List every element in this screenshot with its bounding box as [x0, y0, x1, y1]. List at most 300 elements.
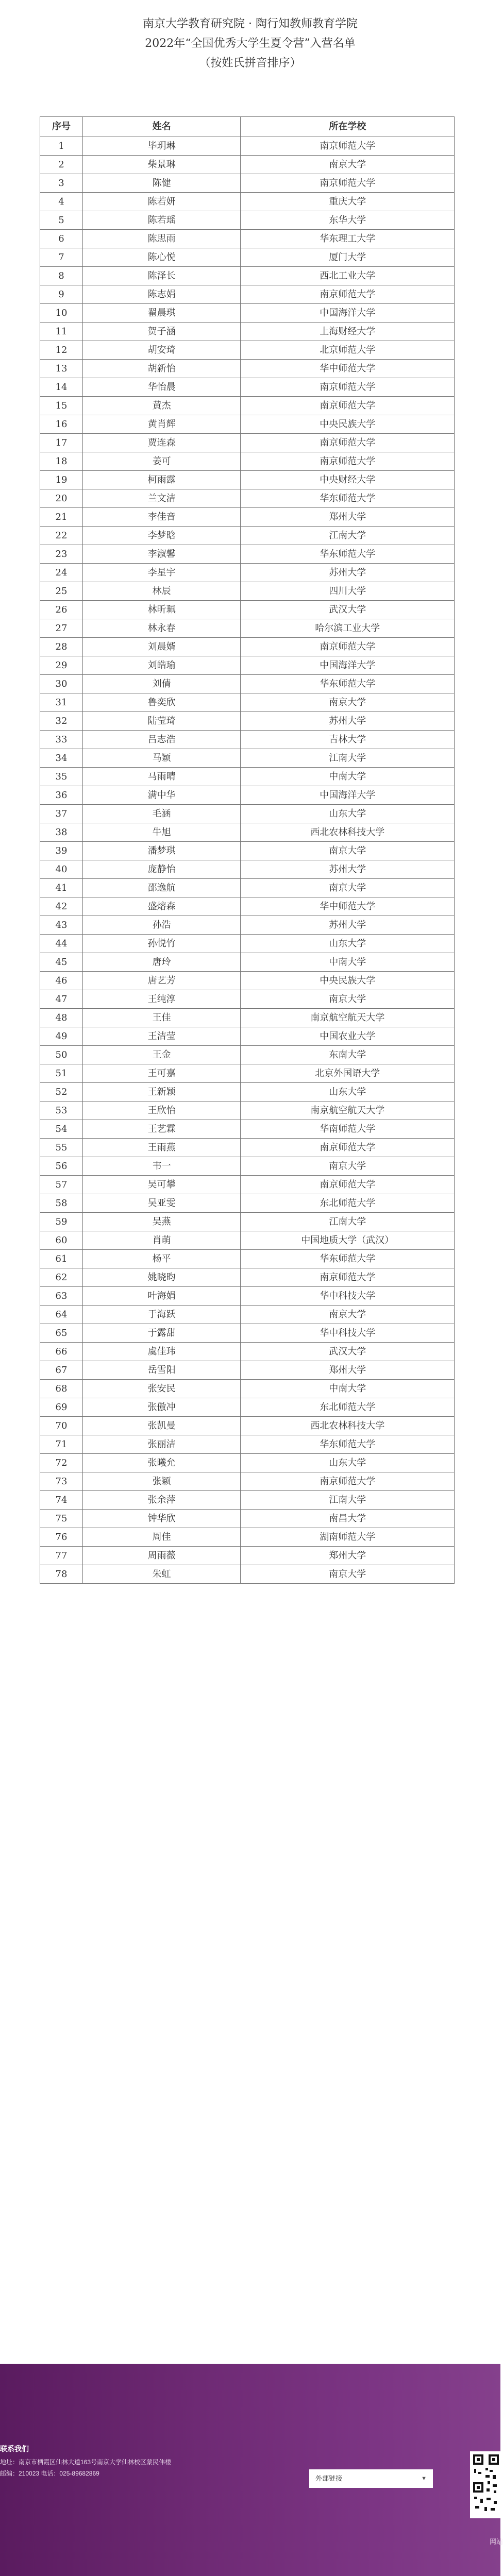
cell-name: 翟晨琪	[82, 304, 241, 323]
cell-index: 11	[40, 323, 83, 341]
cell-index: 6	[40, 230, 83, 248]
cell-school: 苏州大学	[241, 712, 455, 731]
cell-index: 41	[40, 879, 83, 897]
table-row	[40, 285, 455, 304]
cell-school: 华中科技大学	[241, 1324, 455, 1343]
cell-school: 南京大学	[241, 1157, 455, 1176]
column-header-name: 姓名	[82, 117, 241, 137]
cell-school: 华东师范大学	[241, 545, 455, 564]
cell-name: 陈若妍	[82, 193, 241, 211]
cell-name: 岳雪阳	[82, 1361, 241, 1380]
table-row	[40, 545, 455, 564]
cell-school: 上海财经大学	[241, 323, 455, 341]
cell-name: 陈心悦	[82, 248, 241, 267]
table-row	[40, 1250, 455, 1268]
cell-school: 中国农业大学	[241, 1027, 455, 1046]
cell-school: 中南大学	[241, 953, 455, 972]
table-row	[40, 972, 455, 990]
cell-index: 9	[40, 285, 83, 304]
cell-name: 周雨薇	[82, 1547, 241, 1565]
table-row	[40, 304, 455, 323]
table-row	[40, 248, 455, 267]
cell-index: 2	[40, 156, 83, 174]
table-row	[40, 1324, 455, 1343]
cell-school: 中国海洋大学	[241, 656, 455, 675]
cell-school: 中国海洋大学	[241, 304, 455, 323]
chevron-down-icon: ▼	[421, 2476, 427, 2482]
contact-address: 地址：南京市栖霞区仙林大道163号南京大学仙林校区蒙民伟楼	[0, 2459, 172, 2466]
cell-name: 李梦晗	[82, 527, 241, 545]
cell-school: 南京师范大学	[241, 1176, 455, 1194]
cell-school: 华东师范大学	[241, 489, 455, 508]
cell-name: 张安民	[82, 1380, 241, 1398]
cell-name: 柴景琳	[82, 156, 241, 174]
cell-school: 山东大学	[241, 1083, 455, 1101]
cell-name: 毛涵	[82, 805, 241, 823]
cell-index: 37	[40, 805, 83, 823]
cell-name: 吕志浩	[82, 731, 241, 749]
cell-school: 山东大学	[241, 935, 455, 953]
cell-school: 南京师范大学	[241, 638, 455, 656]
cell-name: 潘梦琪	[82, 842, 241, 860]
table-row	[40, 1510, 455, 1528]
cell-name: 刘晨婿	[82, 638, 241, 656]
table-row	[40, 842, 455, 860]
cell-index: 27	[40, 619, 83, 638]
cell-name: 林辰	[82, 582, 241, 601]
cell-school: 南京师范大学	[241, 1268, 455, 1287]
cell-school: 南京师范大学	[241, 452, 455, 471]
cell-name: 华怡晨	[82, 378, 241, 397]
table-row	[40, 137, 455, 156]
cell-school: 江南大学	[241, 1213, 455, 1231]
cell-index: 1	[40, 137, 83, 156]
cell-school: 郑州大学	[241, 508, 455, 527]
table-row	[40, 174, 455, 193]
table-row	[40, 193, 455, 211]
cell-name: 鲁奕欣	[82, 693, 241, 712]
cell-school: 南京大学	[241, 1565, 455, 1584]
cell-name: 贺子涵	[82, 323, 241, 341]
cell-school: 江南大学	[241, 1491, 455, 1510]
cell-name: 张傲冲	[82, 1398, 241, 1417]
cell-name: 胡新怡	[82, 360, 241, 378]
cell-school: 南京师范大学	[241, 137, 455, 156]
table-row	[40, 1287, 455, 1306]
cell-index: 61	[40, 1250, 83, 1268]
cell-name: 张凯曼	[82, 1417, 241, 1435]
cell-name: 张曦允	[82, 1454, 241, 1472]
cell-index: 77	[40, 1547, 83, 1565]
header-title: 2022年“全国优秀大学生夏令营”入营名单	[145, 37, 356, 50]
table-row	[40, 990, 455, 1009]
cell-index: 22	[40, 527, 83, 545]
cell-school: 东华大学	[241, 211, 455, 230]
cell-index: 57	[40, 1176, 83, 1194]
cell-index: 66	[40, 1343, 83, 1361]
table-row	[40, 1064, 455, 1083]
cell-index: 19	[40, 471, 83, 489]
cell-index: 25	[40, 582, 83, 601]
table-row	[40, 1268, 455, 1287]
table-row	[40, 156, 455, 174]
cell-name: 朱虹	[82, 1565, 241, 1584]
cell-school: 中央财经大学	[241, 471, 455, 489]
cell-name: 王艺霖	[82, 1120, 241, 1139]
table-row	[40, 1565, 455, 1584]
cell-index: 36	[40, 786, 83, 805]
table-row	[40, 1027, 455, 1046]
column-header-index: 序号	[40, 117, 83, 137]
cell-school: 南京师范大学	[241, 397, 455, 415]
table-row	[40, 471, 455, 489]
table-row	[40, 879, 455, 897]
table-row	[40, 267, 455, 285]
cell-name: 马雨晴	[82, 768, 241, 786]
table-row	[40, 693, 455, 712]
cell-index: 5	[40, 211, 83, 230]
cell-school: 南京大学	[241, 842, 455, 860]
cell-school: 东南大学	[241, 1046, 455, 1064]
cell-name: 牛旭	[82, 823, 241, 842]
cell-school: 西北农林科技大学	[241, 1417, 455, 1435]
table-header-row	[40, 117, 455, 137]
cell-name: 王佳	[82, 1009, 241, 1027]
qr-caption: 网站	[490, 2538, 503, 2546]
cell-index: 42	[40, 897, 83, 916]
cell-school: 湖南师范大学	[241, 1528, 455, 1547]
cell-index: 8	[40, 267, 83, 285]
cell-index: 62	[40, 1268, 83, 1287]
cell-index: 70	[40, 1417, 83, 1435]
cell-index: 48	[40, 1009, 83, 1027]
qr-code-icon	[470, 2451, 500, 2518]
cell-name: 李星宇	[82, 564, 241, 582]
cell-index: 72	[40, 1454, 83, 1472]
qr-code-image	[470, 2451, 500, 2518]
cell-index: 20	[40, 489, 83, 508]
cell-name: 王纯淳	[82, 990, 241, 1009]
table-row	[40, 619, 455, 638]
external-links-select[interactable]	[309, 2469, 433, 2488]
cell-index: 59	[40, 1213, 83, 1231]
table-row	[40, 378, 455, 397]
table-row	[40, 601, 455, 619]
cell-name: 于海跃	[82, 1306, 241, 1324]
cell-school: 华中师范大学	[241, 897, 455, 916]
cell-index: 39	[40, 842, 83, 860]
cell-school: 中国海洋大学	[241, 786, 455, 805]
cell-school: 中国地质大学（武汉）	[241, 1231, 455, 1250]
cell-school: 南京师范大学	[241, 1472, 455, 1491]
cell-name: 孙浩	[82, 916, 241, 935]
cell-index: 55	[40, 1139, 83, 1157]
cell-school: 武汉大学	[241, 1343, 455, 1361]
cell-index: 56	[40, 1157, 83, 1176]
cell-school: 南京航空航天大学	[241, 1009, 455, 1027]
table-row	[40, 341, 455, 360]
cell-name: 胡安琦	[82, 341, 241, 360]
cell-index: 71	[40, 1435, 83, 1454]
table-row	[40, 768, 455, 786]
cell-name: 李佳音	[82, 508, 241, 527]
cell-name: 陈志娟	[82, 285, 241, 304]
cell-index: 67	[40, 1361, 83, 1380]
cell-index: 75	[40, 1510, 83, 1528]
cell-name: 陈泽长	[82, 267, 241, 285]
cell-school: 苏州大学	[241, 564, 455, 582]
cell-index: 46	[40, 972, 83, 990]
cell-index: 52	[40, 1083, 83, 1101]
table-row	[40, 1435, 455, 1454]
table-row	[40, 1194, 455, 1213]
table-row	[40, 1176, 455, 1194]
cell-index: 49	[40, 1027, 83, 1046]
table-row	[40, 397, 455, 415]
cell-school: 厦门大学	[241, 248, 455, 267]
cell-name: 周佳	[82, 1528, 241, 1547]
cell-school: 山东大学	[241, 1454, 455, 1472]
cell-name: 钟华欣	[82, 1510, 241, 1528]
cell-name: 黄杰	[82, 397, 241, 415]
cell-index: 33	[40, 731, 83, 749]
cell-name: 贾连森	[82, 434, 241, 452]
cell-index: 65	[40, 1324, 83, 1343]
cell-index: 76	[40, 1528, 83, 1547]
table-row	[40, 489, 455, 508]
cell-school: 南京师范大学	[241, 1139, 455, 1157]
cell-school: 中南大学	[241, 1380, 455, 1398]
cell-index: 44	[40, 935, 83, 953]
table-row	[40, 935, 455, 953]
table-row	[40, 1361, 455, 1380]
cell-school: 华东师范大学	[241, 675, 455, 693]
table-row	[40, 1139, 455, 1157]
cell-name: 吴燕	[82, 1213, 241, 1231]
cell-school: 苏州大学	[241, 860, 455, 879]
cell-school: 重庆大学	[241, 193, 455, 211]
cell-name: 唐艺芳	[82, 972, 241, 990]
cell-index: 26	[40, 601, 83, 619]
table-row	[40, 508, 455, 527]
table-row	[40, 564, 455, 582]
cell-school: 南京大学	[241, 156, 455, 174]
cell-school: 中央民族大学	[241, 972, 455, 990]
site-footer	[0, 2364, 503, 2576]
cell-school: 西北工业大学	[241, 267, 455, 285]
cell-index: 78	[40, 1565, 83, 1584]
table-row	[40, 230, 455, 248]
cell-index: 3	[40, 174, 83, 193]
cell-index: 45	[40, 953, 83, 972]
table-row	[40, 638, 455, 656]
cell-name: 陈思雨	[82, 230, 241, 248]
cell-name: 唐玲	[82, 953, 241, 972]
cell-name: 盛熔森	[82, 897, 241, 916]
table-row	[40, 1398, 455, 1417]
cell-index: 12	[40, 341, 83, 360]
cell-school: 华中科技大学	[241, 1287, 455, 1306]
table-row	[40, 823, 455, 842]
cell-school: 华东师范大学	[241, 1250, 455, 1268]
cell-name: 王金	[82, 1046, 241, 1064]
cell-index: 17	[40, 434, 83, 452]
cell-name: 毕玥琳	[82, 137, 241, 156]
cell-school: 东北师范大学	[241, 1194, 455, 1213]
cell-name: 兰文洁	[82, 489, 241, 508]
cell-name: 韦一	[82, 1157, 241, 1176]
table-row	[40, 731, 455, 749]
cell-index: 21	[40, 508, 83, 527]
cell-school: 武汉大学	[241, 601, 455, 619]
cell-school: 南京大学	[241, 879, 455, 897]
table-row	[40, 860, 455, 879]
cell-name: 马颖	[82, 749, 241, 768]
table-row	[40, 916, 455, 935]
cell-index: 30	[40, 675, 83, 693]
table-row	[40, 323, 455, 341]
table-row	[40, 1547, 455, 1565]
table-row	[40, 434, 455, 452]
cell-name: 陈健	[82, 174, 241, 193]
table-row	[40, 452, 455, 471]
cell-school: 南京大学	[241, 990, 455, 1009]
cell-index: 68	[40, 1380, 83, 1398]
cell-school: 南京大学	[241, 693, 455, 712]
contact-postcode-phone: 邮编：210023 电话：025-89682869	[0, 2470, 99, 2477]
cell-name: 王洁莹	[82, 1027, 241, 1046]
table-row	[40, 1231, 455, 1250]
cell-index: 7	[40, 248, 83, 267]
cell-school: 华东师范大学	[241, 1435, 455, 1454]
cell-index: 38	[40, 823, 83, 842]
cell-school: 北京师范大学	[241, 341, 455, 360]
cell-name: 吴亚雯	[82, 1194, 241, 1213]
cell-name: 林昕珮	[82, 601, 241, 619]
table-row	[40, 953, 455, 972]
cell-index: 43	[40, 916, 83, 935]
cell-name: 姜可	[82, 452, 241, 471]
table-row	[40, 527, 455, 545]
cell-name: 张丽洁	[82, 1435, 241, 1454]
cell-school: 华东理工大学	[241, 230, 455, 248]
table-row	[40, 712, 455, 731]
cell-index: 14	[40, 378, 83, 397]
cell-name: 叶海娟	[82, 1287, 241, 1306]
cell-school: 南京航空航天大学	[241, 1101, 455, 1120]
cell-name: 肖萌	[82, 1231, 241, 1250]
cell-school: 郑州大学	[241, 1547, 455, 1565]
cell-index: 4	[40, 193, 83, 211]
cell-name: 林永春	[82, 619, 241, 638]
cell-school: 哈尔滨工业大学	[241, 619, 455, 638]
cell-school: 苏州大学	[241, 916, 455, 935]
cell-name: 于露甜	[82, 1324, 241, 1343]
cell-index: 31	[40, 693, 83, 712]
cell-name: 虞佳玮	[82, 1343, 241, 1361]
cell-name: 姚晓昀	[82, 1268, 241, 1287]
cell-school: 南京师范大学	[241, 174, 455, 193]
cell-index: 40	[40, 860, 83, 879]
table-row	[40, 1491, 455, 1510]
table-row	[40, 656, 455, 675]
table-row	[40, 1417, 455, 1435]
cell-school: 南京大学	[241, 1306, 455, 1324]
cell-index: 69	[40, 1398, 83, 1417]
cell-school: 山东大学	[241, 805, 455, 823]
table-row	[40, 415, 455, 434]
cell-index: 35	[40, 768, 83, 786]
table-row	[40, 1046, 455, 1064]
cell-name: 吴可攀	[82, 1176, 241, 1194]
table-row	[40, 1101, 455, 1120]
table-row	[40, 1380, 455, 1398]
cell-school: 南京师范大学	[241, 378, 455, 397]
cell-name: 刘倩	[82, 675, 241, 693]
cell-name: 满中华	[82, 786, 241, 805]
cell-index: 47	[40, 990, 83, 1009]
cell-index: 28	[40, 638, 83, 656]
cell-name: 王新颖	[82, 1083, 241, 1101]
cell-index: 15	[40, 397, 83, 415]
cell-name: 柯雨露	[82, 471, 241, 489]
cell-index: 58	[40, 1194, 83, 1213]
column-header-school: 所在学校	[241, 117, 455, 137]
cell-school: 中南大学	[241, 768, 455, 786]
table-row	[40, 1213, 455, 1231]
cell-index: 16	[40, 415, 83, 434]
cell-index: 63	[40, 1287, 83, 1306]
admission-table	[40, 116, 455, 1584]
contact-title: 联系我们	[0, 2445, 29, 2453]
cell-index: 10	[40, 304, 83, 323]
table-row	[40, 1472, 455, 1491]
table-row	[40, 1343, 455, 1361]
cell-school: 东北师范大学	[241, 1398, 455, 1417]
cell-index: 60	[40, 1231, 83, 1250]
cell-school: 南京师范大学	[241, 285, 455, 304]
cell-index: 50	[40, 1046, 83, 1064]
table-row	[40, 582, 455, 601]
cell-name: 杨平	[82, 1250, 241, 1268]
cell-index: 53	[40, 1101, 83, 1120]
table-row	[40, 675, 455, 693]
cell-name: 王可嘉	[82, 1064, 241, 1083]
cell-name: 庞静怡	[82, 860, 241, 879]
cell-name: 陈若瑶	[82, 211, 241, 230]
cell-index: 74	[40, 1491, 83, 1510]
cell-index: 18	[40, 452, 83, 471]
cell-school: 四川大学	[241, 582, 455, 601]
cell-index: 54	[40, 1120, 83, 1139]
cell-name: 张颖	[82, 1472, 241, 1491]
cell-school: 江南大学	[241, 527, 455, 545]
table-row	[40, 786, 455, 805]
cell-school: 南京师范大学	[241, 434, 455, 452]
cell-school: 华中师范大学	[241, 360, 455, 378]
table-row	[40, 211, 455, 230]
cell-school: 江南大学	[241, 749, 455, 768]
table-row	[40, 1120, 455, 1139]
cell-index: 73	[40, 1472, 83, 1491]
cell-school: 西北农林科技大学	[241, 823, 455, 842]
cell-school: 吉林大学	[241, 731, 455, 749]
table-row	[40, 1083, 455, 1101]
cell-name: 黄肖辉	[82, 415, 241, 434]
header-institution: 南京大学教育研究院 · 陶行知教师教育学院	[143, 18, 358, 30]
cell-name: 张余萍	[82, 1491, 241, 1510]
table-row	[40, 1454, 455, 1472]
